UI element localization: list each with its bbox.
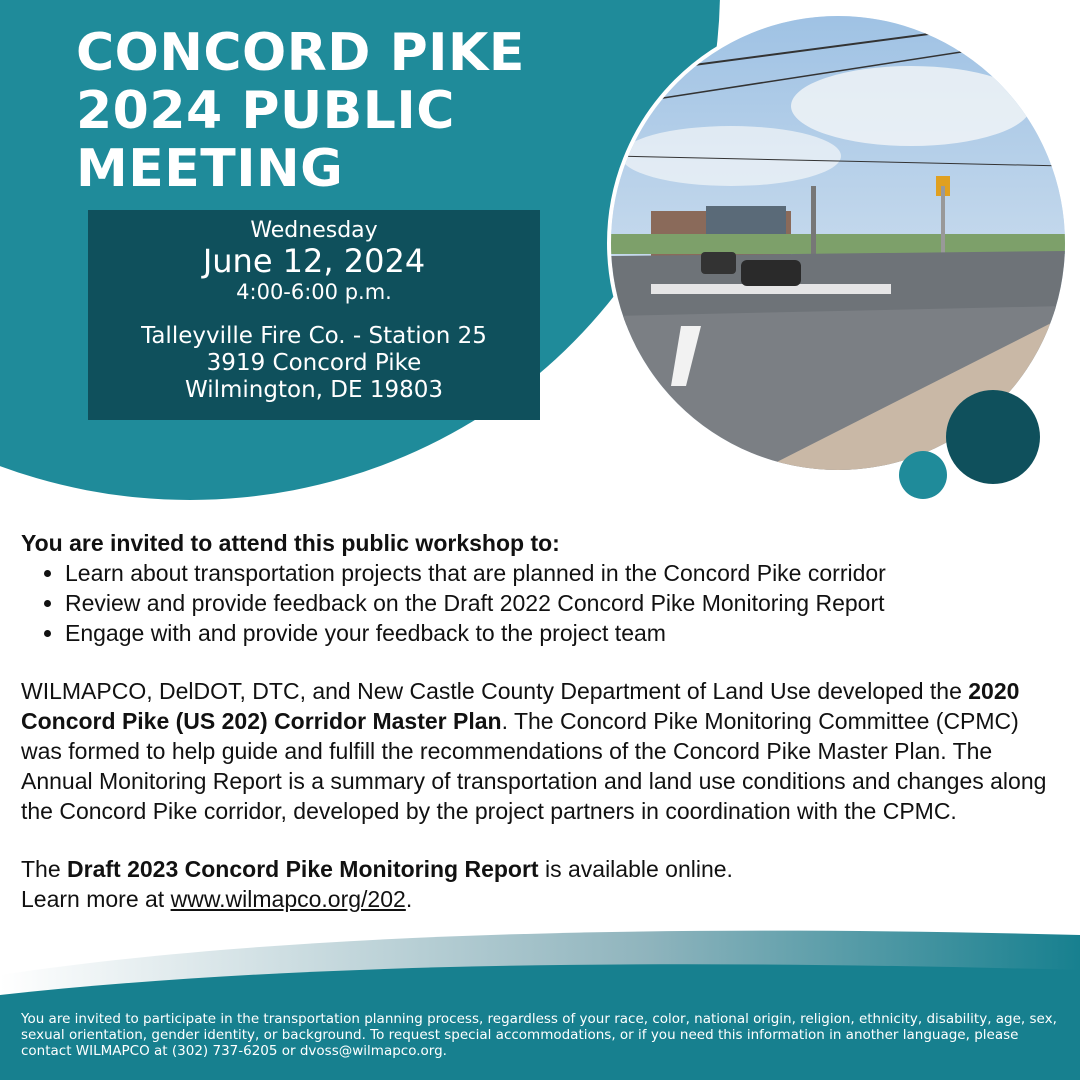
- p1-end: . The Concord Pike Monitoring Committee (CPMC) was formed to help guide and fulfill the recommendations of the Concord Pike Master Plan. The Annual Monitoring Report is a summary of transportation and land use conditions and changes along the Concord Pike corridor, developed by the project partners in coordination with the CPMC.: [21, 708, 1047, 824]
- decorative-dot-large: [946, 390, 1040, 484]
- event-venue: Talleyville Fire Co. - Station 25: [141, 323, 487, 349]
- p2-start: The: [21, 856, 68, 882]
- event-date: June 12, 2024: [202, 242, 426, 280]
- event-details-box: [88, 210, 540, 420]
- report-paragraph: [21, 854, 1061, 914]
- website-link[interactable]: www.wilmapco.org/202: [170, 886, 406, 912]
- title-line-1: CONCORD PIKE: [76, 23, 525, 83]
- learn-prefix: Learn more at: [21, 886, 171, 912]
- p1-start: WILMAPCO, DelDOT, DTC, and New Castle County Department of Land Use developed the: [21, 678, 969, 704]
- event-time: 4:00-6:00 p.m.: [236, 280, 392, 304]
- page-title: [76, 24, 525, 198]
- main-content: [21, 528, 1061, 914]
- invite-list: [41, 558, 1061, 648]
- title-line-2: 2024 PUBLIC: [76, 81, 455, 141]
- report-title: Draft 2023 Concord Pike Monitoring Report: [67, 856, 539, 882]
- title-line-3: MEETING: [76, 139, 344, 199]
- event-city: Wilmington, DE 19803: [185, 377, 443, 403]
- event-street: 3919 Concord Pike: [206, 350, 422, 376]
- list-item: • Review and provide feedback on the Draft 2022 Concord Pike Monitoring Report: [65, 588, 1061, 618]
- event-day: Wednesday: [250, 218, 378, 243]
- master-plan-title: 2020 Concord Pike (US 202) Corridor Master Plan: [21, 678, 1020, 734]
- list-item: • Engage with and provide your feedback to the project team: [65, 618, 1061, 648]
- decorative-dot-small: [899, 451, 947, 499]
- footer-notice: You are invited to participate in the transportation planning process, regardless of your race, color, national origin, religion, ethnicity, disability, age, sex, sexual orientation, gender identity, or background. To request special accommodations, or if you need this information in another language, please contact WILMAPCO at (302) 737-6205 or dvoss@wilmapco.org.: [21, 1011, 1057, 1059]
- master-plan-paragraph: [21, 676, 1061, 826]
- learn-suffix: .: [405, 886, 413, 912]
- p2-end: is available online.: [538, 856, 733, 882]
- list-item: • Learn about transportation projects that are planned in the Concord Pike corridor: [65, 558, 1061, 588]
- invite-heading: You are invited to attend this public workshop to:: [21, 530, 560, 556]
